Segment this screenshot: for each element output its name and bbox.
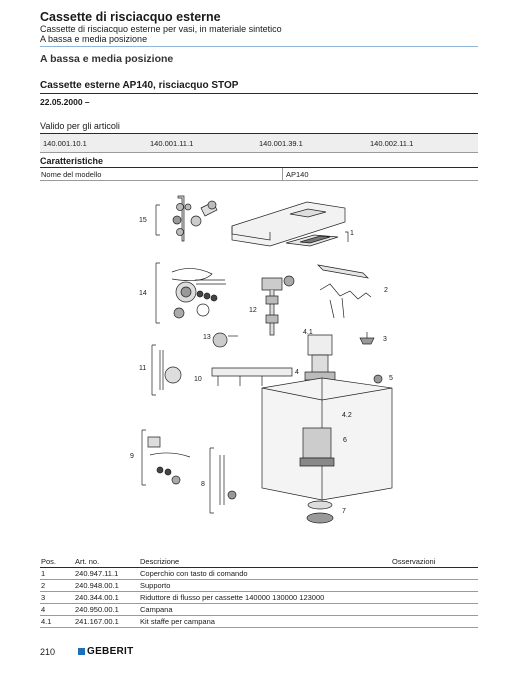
callout-14: 14: [139, 290, 147, 297]
row-pos: 2: [41, 581, 46, 590]
col-header-remarks: Osservazioni: [392, 557, 436, 566]
callout-15: 15: [139, 217, 147, 224]
page-number: 210: [40, 647, 56, 657]
product-name: Cassette esterne AP140, risciacquo STOP: [40, 80, 239, 91]
row-divider: [40, 603, 478, 604]
row-divider: [40, 579, 478, 580]
row-description: Campana: [140, 605, 173, 614]
row-description: Riduttore di flusso per cassette 140000 130000 123000: [140, 593, 325, 602]
section-title: A bassa e media posizione: [40, 53, 174, 65]
brand-logo: GEBERIT: [87, 646, 134, 657]
article-number: 140.001.11.1: [150, 139, 194, 148]
callout-13: 13: [203, 334, 211, 341]
callout-11: 11: [139, 365, 147, 372]
document-subtitle-2: A bassa e media posizione: [40, 34, 148, 44]
callout-7: 7: [342, 508, 346, 515]
row-divider: [40, 591, 478, 592]
row-art-no: 241.167.00.1: [75, 617, 119, 626]
model-name-value: AP140: [286, 170, 309, 179]
characteristics-label: Caratteristiche: [40, 156, 104, 166]
row-divider: [40, 627, 478, 628]
row-description: Coperchio con tasto di comando: [140, 569, 248, 578]
callout-4-2: 4.2: [342, 412, 352, 419]
product-date: 22.05.2000 –: [40, 97, 90, 107]
row-art-no: 240.948.00.1: [75, 581, 119, 590]
callout-8: 8: [201, 481, 205, 488]
col-header-description: Descrizione: [140, 557, 180, 566]
row-art-no: 240.947.11.1: [75, 569, 119, 578]
callout-12: 12: [249, 307, 257, 314]
document-subtitle: Cassette di risciacquo esterne per vasi, in materiale sintetico: [40, 24, 282, 34]
callout-4: 4: [295, 369, 299, 376]
callout-5: 5: [389, 375, 393, 382]
row-pos: 4: [41, 605, 46, 614]
article-number: 140.001.39.1: [259, 139, 303, 148]
col-header-pos: Pos.: [41, 557, 57, 566]
callout-1: 1: [350, 230, 354, 237]
callout-4-1: 4.1: [303, 329, 313, 336]
document-title: Cassette di risciacquo esterne: [40, 10, 221, 24]
row-pos: 4.1: [41, 617, 52, 626]
row-description: Supporto: [140, 581, 171, 590]
brand-logo-square: [78, 648, 85, 655]
table-header-rule: [40, 567, 478, 568]
callout-3: 3: [383, 336, 387, 343]
callout-10: 10: [194, 376, 202, 383]
callout-9: 9: [130, 453, 134, 460]
valid-for-label: Valido per gli articoli: [40, 121, 120, 131]
row-divider: [40, 615, 478, 616]
row-description: Kit staffe per campana: [140, 617, 215, 626]
row-art-no: 240.950.00.1: [75, 605, 119, 614]
col-header-art-no: Art. no.: [75, 557, 100, 566]
article-number: 140.001.10.1: [43, 139, 87, 148]
article-number: 140.002.11.1: [370, 139, 414, 148]
row-art-no: 240.344.00.1: [75, 593, 119, 602]
row-pos: 1: [41, 569, 46, 578]
row-pos: 3: [41, 593, 46, 602]
callout-6: 6: [343, 437, 347, 444]
model-name-key: Nome del modello: [41, 170, 102, 179]
callout-2: 2: [384, 287, 388, 294]
